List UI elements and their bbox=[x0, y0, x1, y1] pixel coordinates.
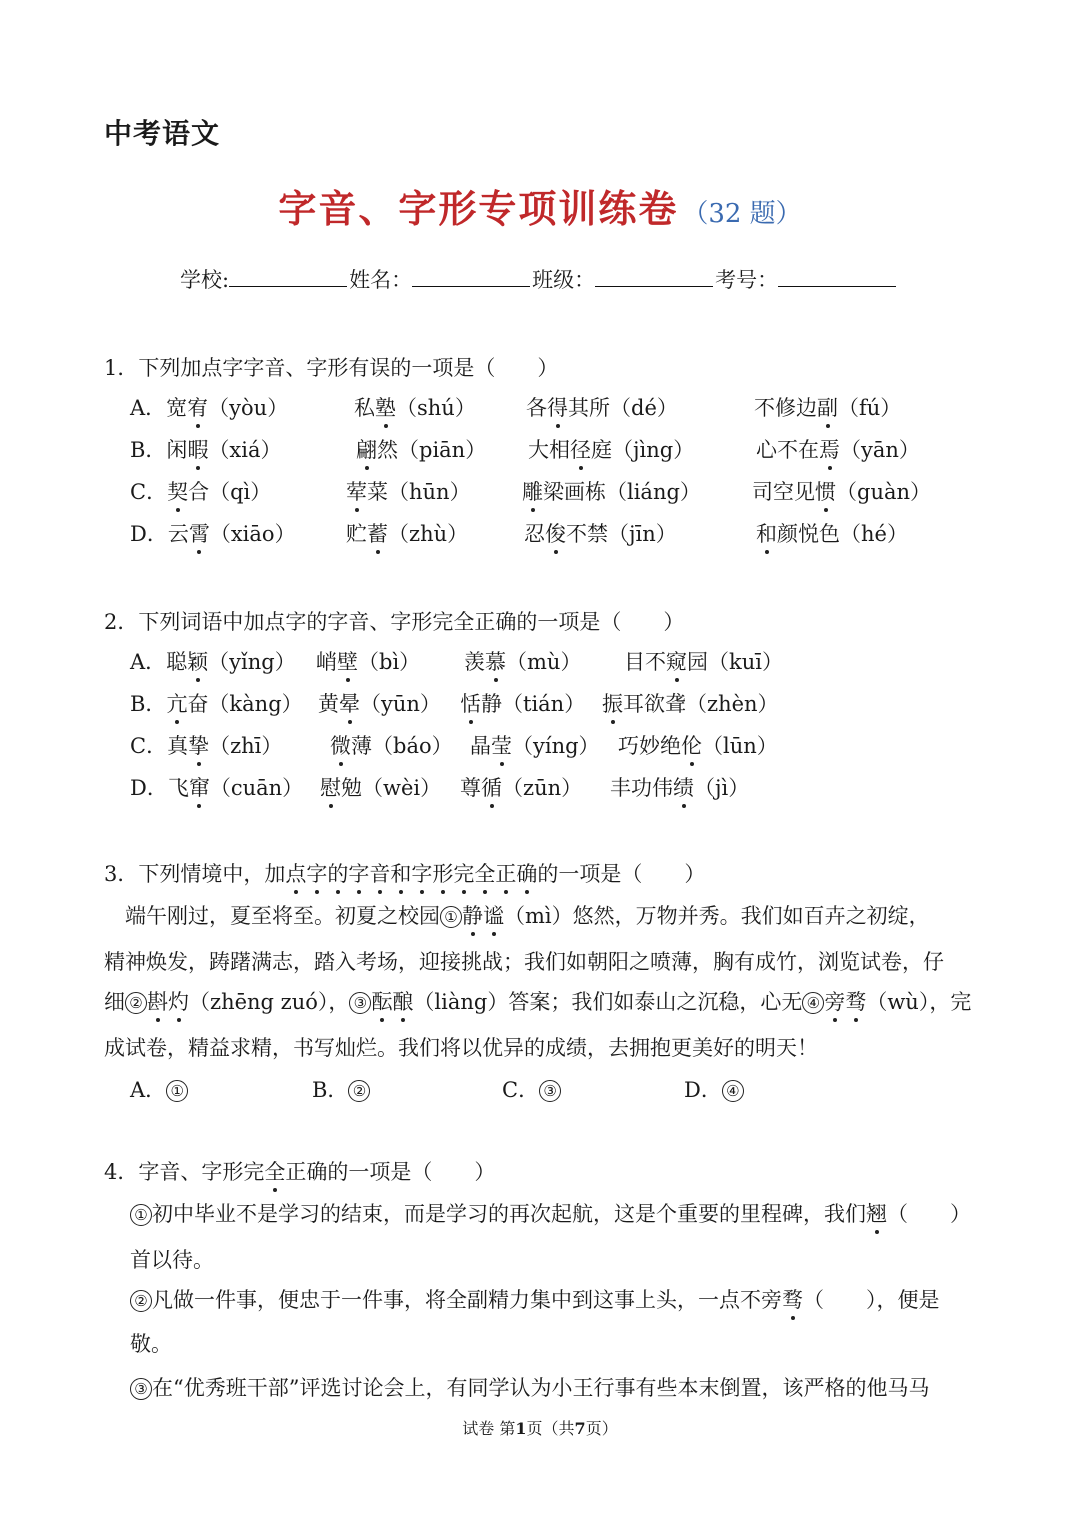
word-text: 晶 bbox=[470, 734, 491, 758]
q3-answer-option[interactable] bbox=[130, 1074, 188, 1104]
item-text: 在“优秀班干部”评选讨论会上，有同学认为小王行事有些本末倒置，该严格的他马马 bbox=[152, 1376, 930, 1400]
word-text: 耳欲聋（zhèn） bbox=[623, 692, 779, 716]
q2-option-word bbox=[624, 646, 783, 676]
word-text: 目不 bbox=[624, 650, 666, 674]
footer-prefix: 试卷 第 bbox=[462, 1419, 516, 1438]
word-text: （guàn） bbox=[836, 480, 932, 504]
dotted-char: 微 bbox=[330, 730, 351, 760]
q2-option-word bbox=[130, 688, 303, 718]
q1-option-word bbox=[756, 434, 920, 464]
stem-text: 4．字音、字形完 bbox=[104, 1160, 265, 1184]
q1-option-word bbox=[522, 476, 701, 506]
q2-option-word bbox=[464, 646, 581, 676]
word-text: （yān） bbox=[840, 438, 920, 462]
word-text: B．闲 bbox=[130, 438, 188, 462]
school-label: 学校: bbox=[180, 268, 230, 292]
option-letter: A． bbox=[130, 1078, 167, 1102]
dotted-char: 静 bbox=[462, 900, 483, 930]
item-text: 凡做一件事，便忠于一件事，将全副精力集中到这事上头，一点不旁 bbox=[152, 1288, 782, 1312]
dotted-char: 翩 bbox=[356, 434, 377, 464]
dotted-char: 形 bbox=[432, 858, 453, 888]
dotted-char: 壁 bbox=[337, 646, 358, 676]
dotted-char: 恬 bbox=[460, 688, 481, 718]
passage-text: 端午刚过，夏至将至。初夏之校园 bbox=[104, 904, 440, 928]
word-text: 巧妙绝 bbox=[618, 734, 681, 758]
option-letter: C． bbox=[502, 1078, 540, 1102]
word-text: 颜悦色（hé） bbox=[777, 522, 908, 546]
dotted-char: 翘 bbox=[866, 1198, 887, 1228]
dotted-char: 谧 bbox=[483, 900, 504, 930]
dotted-char: 慕 bbox=[485, 646, 506, 676]
dotted-char: 得 bbox=[547, 392, 568, 422]
q2-option-word bbox=[610, 772, 749, 802]
passage-text: （liàng）答案；我们如泰山之沉稳，心无 bbox=[413, 990, 803, 1014]
word-text: C．真 bbox=[130, 734, 189, 758]
dotted-char: 字 bbox=[411, 858, 432, 888]
dotted-char: 晕 bbox=[339, 688, 360, 718]
word-text: （shú） bbox=[396, 396, 476, 420]
q4-item-line bbox=[130, 1244, 214, 1274]
word-text: （lūn） bbox=[702, 734, 778, 758]
dotted-char: 酝 bbox=[371, 986, 392, 1016]
q1-option-word bbox=[524, 518, 677, 548]
q1-option-word bbox=[130, 392, 288, 422]
paper-title bbox=[0, 178, 1080, 233]
word-text: 司空见 bbox=[752, 480, 815, 504]
dotted-char: 全 bbox=[264, 1156, 285, 1186]
dotted-char: 和 bbox=[756, 518, 777, 548]
circled-number: ② bbox=[130, 1290, 152, 1312]
q2-option-word bbox=[460, 688, 585, 718]
q1-option-word bbox=[526, 392, 678, 422]
q2-option-word bbox=[320, 772, 441, 802]
q1-option-word bbox=[130, 518, 296, 548]
dotted-char: 雕 bbox=[522, 476, 543, 506]
exam-no-label: 考号： bbox=[715, 268, 779, 292]
dotted-char: 点 bbox=[285, 858, 306, 888]
word-text: （yòu） bbox=[208, 396, 289, 420]
dotted-char: 颖 bbox=[187, 646, 208, 676]
word-text: （xiá） bbox=[208, 438, 282, 462]
passage-text: （zhēng zuó）， bbox=[189, 990, 350, 1014]
circled-number: ③ bbox=[539, 1080, 561, 1102]
exam-no-blank[interactable] bbox=[778, 266, 896, 287]
passage-text: 细 bbox=[104, 990, 125, 1014]
circled-number: ② bbox=[348, 1080, 370, 1102]
dotted-char: 酿 bbox=[392, 986, 413, 1016]
q4-item-line bbox=[130, 1372, 929, 1402]
subject-label: 中考语文 bbox=[104, 117, 221, 150]
word-text: 菜（hūn） bbox=[367, 480, 471, 504]
q3-passage-line bbox=[104, 1032, 818, 1062]
dotted-char: 绩 bbox=[673, 772, 694, 802]
q1-option-word bbox=[130, 434, 282, 464]
option-letter: B． bbox=[312, 1078, 349, 1102]
page-footer bbox=[0, 1416, 1080, 1439]
word-text: 静（tián） bbox=[481, 692, 586, 716]
word-text: 羡 bbox=[464, 650, 485, 674]
item-text: （ ），便是 bbox=[803, 1288, 940, 1312]
dotted-char: 荤 bbox=[346, 476, 367, 506]
word-text: （xiāo） bbox=[209, 522, 296, 546]
dotted-char: 斟 bbox=[147, 986, 168, 1016]
footer-middle: 页（共 bbox=[526, 1419, 575, 1438]
dotted-char: 暇 bbox=[187, 434, 208, 464]
dotted-char: 塾 bbox=[375, 392, 396, 422]
dotted-char: 径 bbox=[570, 434, 591, 464]
word-text: 贮 bbox=[346, 522, 367, 546]
dotted-char: 振 bbox=[602, 688, 623, 718]
q2-option-word bbox=[602, 688, 779, 718]
dotted-char: 宥 bbox=[187, 392, 208, 422]
circled-number: ③ bbox=[349, 992, 371, 1014]
dotted-char: 和 bbox=[390, 858, 411, 888]
word-text: 尊 bbox=[460, 776, 481, 800]
q3-passage-line bbox=[104, 900, 930, 930]
q1-stem: 1．下列加点字字音、字形有误的一项是（ ） bbox=[104, 356, 559, 380]
school-blank[interactable] bbox=[229, 266, 347, 287]
dotted-char: 正 bbox=[495, 858, 516, 888]
word-text: 丰功伟 bbox=[610, 776, 673, 800]
q2-option-word bbox=[470, 730, 600, 760]
word-text: （zhī） bbox=[209, 734, 283, 758]
stem-text: 的一项是（ ） bbox=[537, 862, 706, 886]
q3-answer-option[interactable] bbox=[312, 1074, 370, 1104]
word-text: 不修边 bbox=[754, 396, 817, 420]
passage-text: （mì）悠然，万物并秀。我们如百卉之初绽， bbox=[504, 904, 930, 928]
dotted-char: 焉 bbox=[819, 434, 840, 464]
word-text: 合（qì） bbox=[188, 480, 272, 504]
word-text: （yūn） bbox=[360, 692, 441, 716]
word-text: 奋（kàng） bbox=[187, 692, 303, 716]
q4-stem bbox=[104, 1156, 495, 1186]
dotted-char: 惯 bbox=[815, 476, 836, 506]
q3-passage-line bbox=[104, 986, 971, 1016]
dotted-char: 旁 bbox=[824, 986, 845, 1016]
item-text: （ ） bbox=[887, 1202, 971, 1226]
dotted-char: 字 bbox=[348, 858, 369, 888]
q2-option-word bbox=[330, 730, 453, 760]
dotted-char: 亢 bbox=[166, 688, 187, 718]
q1-option-word bbox=[528, 434, 694, 464]
word-text: 不禁（jīn） bbox=[566, 522, 677, 546]
word-text: （zhù） bbox=[388, 522, 469, 546]
dotted-char: 契 bbox=[167, 476, 188, 506]
q1-option-word bbox=[756, 518, 908, 548]
word-text: （jì） bbox=[694, 776, 750, 800]
word-text: D．飞 bbox=[130, 776, 189, 800]
dotted-char: 骛 bbox=[845, 986, 866, 1016]
word-text: 勉（wèi） bbox=[341, 776, 442, 800]
stem-text: 正确的一项是（ ） bbox=[285, 1160, 496, 1184]
word-text: 薄（báo） bbox=[351, 734, 453, 758]
student-info-fields bbox=[180, 264, 898, 294]
q3-passage-line bbox=[104, 946, 944, 976]
footer-page-number: 1 bbox=[515, 1419, 527, 1438]
q2-option-word bbox=[318, 688, 441, 718]
footer-suffix: 页） bbox=[585, 1419, 618, 1438]
passage-text: （wù），完 bbox=[866, 990, 972, 1014]
title-count: （32 题） bbox=[682, 199, 802, 229]
circled-number: ① bbox=[130, 1204, 152, 1226]
word-text: （yǐng） bbox=[208, 650, 296, 674]
q1-option-word bbox=[130, 476, 271, 506]
q1-option-word bbox=[346, 518, 468, 548]
q1-option-word bbox=[356, 434, 486, 464]
dotted-char: 俊 bbox=[545, 518, 566, 548]
item-text: 首以待。 bbox=[130, 1248, 214, 1272]
dotted-char: 全 bbox=[474, 858, 495, 888]
circled-number: ④ bbox=[722, 1080, 744, 1102]
dotted-char: 挚 bbox=[188, 730, 209, 760]
circled-number: ② bbox=[125, 992, 147, 1014]
option-letter: D． bbox=[684, 1078, 722, 1102]
dotted-char: 副 bbox=[817, 392, 838, 422]
word-text: A．宽 bbox=[130, 396, 188, 420]
item-text: 敬。 bbox=[130, 1332, 172, 1356]
footer-total-pages: 7 bbox=[574, 1419, 586, 1438]
q3-answer-option[interactable] bbox=[684, 1074, 744, 1104]
dotted-char: 确 bbox=[516, 858, 537, 888]
dotted-char: 音 bbox=[369, 858, 390, 888]
word-text: 然（piān） bbox=[377, 438, 487, 462]
q2-option-word bbox=[618, 730, 778, 760]
word-text: 忍 bbox=[524, 522, 545, 546]
word-text: 黄 bbox=[318, 692, 339, 716]
q4-item-line bbox=[130, 1198, 971, 1228]
dotted-char: 的 bbox=[327, 858, 348, 888]
q3-answer-option[interactable] bbox=[502, 1074, 561, 1104]
class-label: 班级： bbox=[532, 268, 596, 292]
dotted-char: 莹 bbox=[491, 730, 512, 760]
name-blank[interactable] bbox=[412, 266, 530, 287]
q1-option-word bbox=[752, 476, 931, 506]
dotted-char: 伦 bbox=[681, 730, 702, 760]
dotted-char: 灼 bbox=[168, 986, 189, 1016]
title-main: 字音、字形专项训练卷 bbox=[278, 186, 679, 231]
class-blank[interactable] bbox=[595, 266, 713, 287]
q4-item-line bbox=[130, 1284, 940, 1314]
word-text: 庭（jìng） bbox=[591, 438, 695, 462]
dotted-char: 蓄 bbox=[367, 518, 388, 548]
dotted-char: 窥 bbox=[666, 646, 687, 676]
word-text: C． bbox=[130, 480, 168, 504]
q4-item-line bbox=[130, 1328, 172, 1358]
circled-number: ③ bbox=[130, 1378, 152, 1400]
dotted-char: 窜 bbox=[189, 772, 210, 802]
q2-stem: 2．下列词语中加点字的字音、字形完全正确的一项是（ ） bbox=[104, 610, 685, 634]
word-text: （cuān） bbox=[209, 776, 304, 800]
dotted-char: 字 bbox=[306, 858, 327, 888]
q2-option-word bbox=[130, 646, 296, 676]
word-text: 私 bbox=[354, 396, 375, 420]
dotted-char: 骛 bbox=[782, 1284, 803, 1314]
word-text: B． bbox=[130, 692, 167, 716]
q3-stem bbox=[104, 858, 705, 888]
word-text: 园（kuī） bbox=[687, 650, 783, 674]
word-text: （zūn） bbox=[502, 776, 583, 800]
q1-option-word bbox=[754, 392, 901, 422]
dotted-char: 霄 bbox=[189, 518, 210, 548]
dotted-char: 循 bbox=[481, 772, 502, 802]
q2-option-word bbox=[316, 646, 420, 676]
q2-option-word bbox=[130, 730, 282, 760]
word-text: 心不在 bbox=[756, 438, 819, 462]
q1-option-word bbox=[346, 476, 471, 506]
item-text: 初中毕业不是学习的结束，而是学习的再次起航，这是个重要的里程碑，我们 bbox=[152, 1202, 866, 1226]
word-text: 其所（dé） bbox=[568, 396, 678, 420]
word-text: （mù） bbox=[506, 650, 582, 674]
word-text: 大相 bbox=[528, 438, 570, 462]
word-text: 峭 bbox=[316, 650, 337, 674]
dotted-char: 慰 bbox=[320, 772, 341, 802]
dotted-char: 完 bbox=[453, 858, 474, 888]
passage-text: 成试卷，精益求精，书写灿烂。我们将以优异的成绩，去拥抱更美好的明天！ bbox=[104, 1036, 818, 1060]
stem-text: 3．下列情境中，加 bbox=[104, 862, 286, 886]
q2-option-word bbox=[460, 772, 582, 802]
word-text: 梁画栋（liáng） bbox=[543, 480, 701, 504]
word-text: A．聪 bbox=[130, 650, 188, 674]
name-label: 姓名： bbox=[349, 268, 413, 292]
word-text: 各 bbox=[526, 396, 547, 420]
word-text: （bì） bbox=[358, 650, 421, 674]
passage-text: 精神焕发，踌躇满志，踏入考场，迎接挑战；我们如朝阳之喷薄，胸有成竹，浏览试卷，仔 bbox=[104, 950, 944, 974]
word-text: D．云 bbox=[130, 522, 189, 546]
q1-option-word bbox=[354, 392, 476, 422]
circled-number: ① bbox=[166, 1080, 188, 1102]
circled-number: ① bbox=[440, 906, 462, 928]
word-text: （fú） bbox=[838, 396, 902, 420]
q2-option-word bbox=[130, 772, 303, 802]
word-text: （yíng） bbox=[512, 734, 600, 758]
circled-number: ④ bbox=[802, 992, 824, 1014]
